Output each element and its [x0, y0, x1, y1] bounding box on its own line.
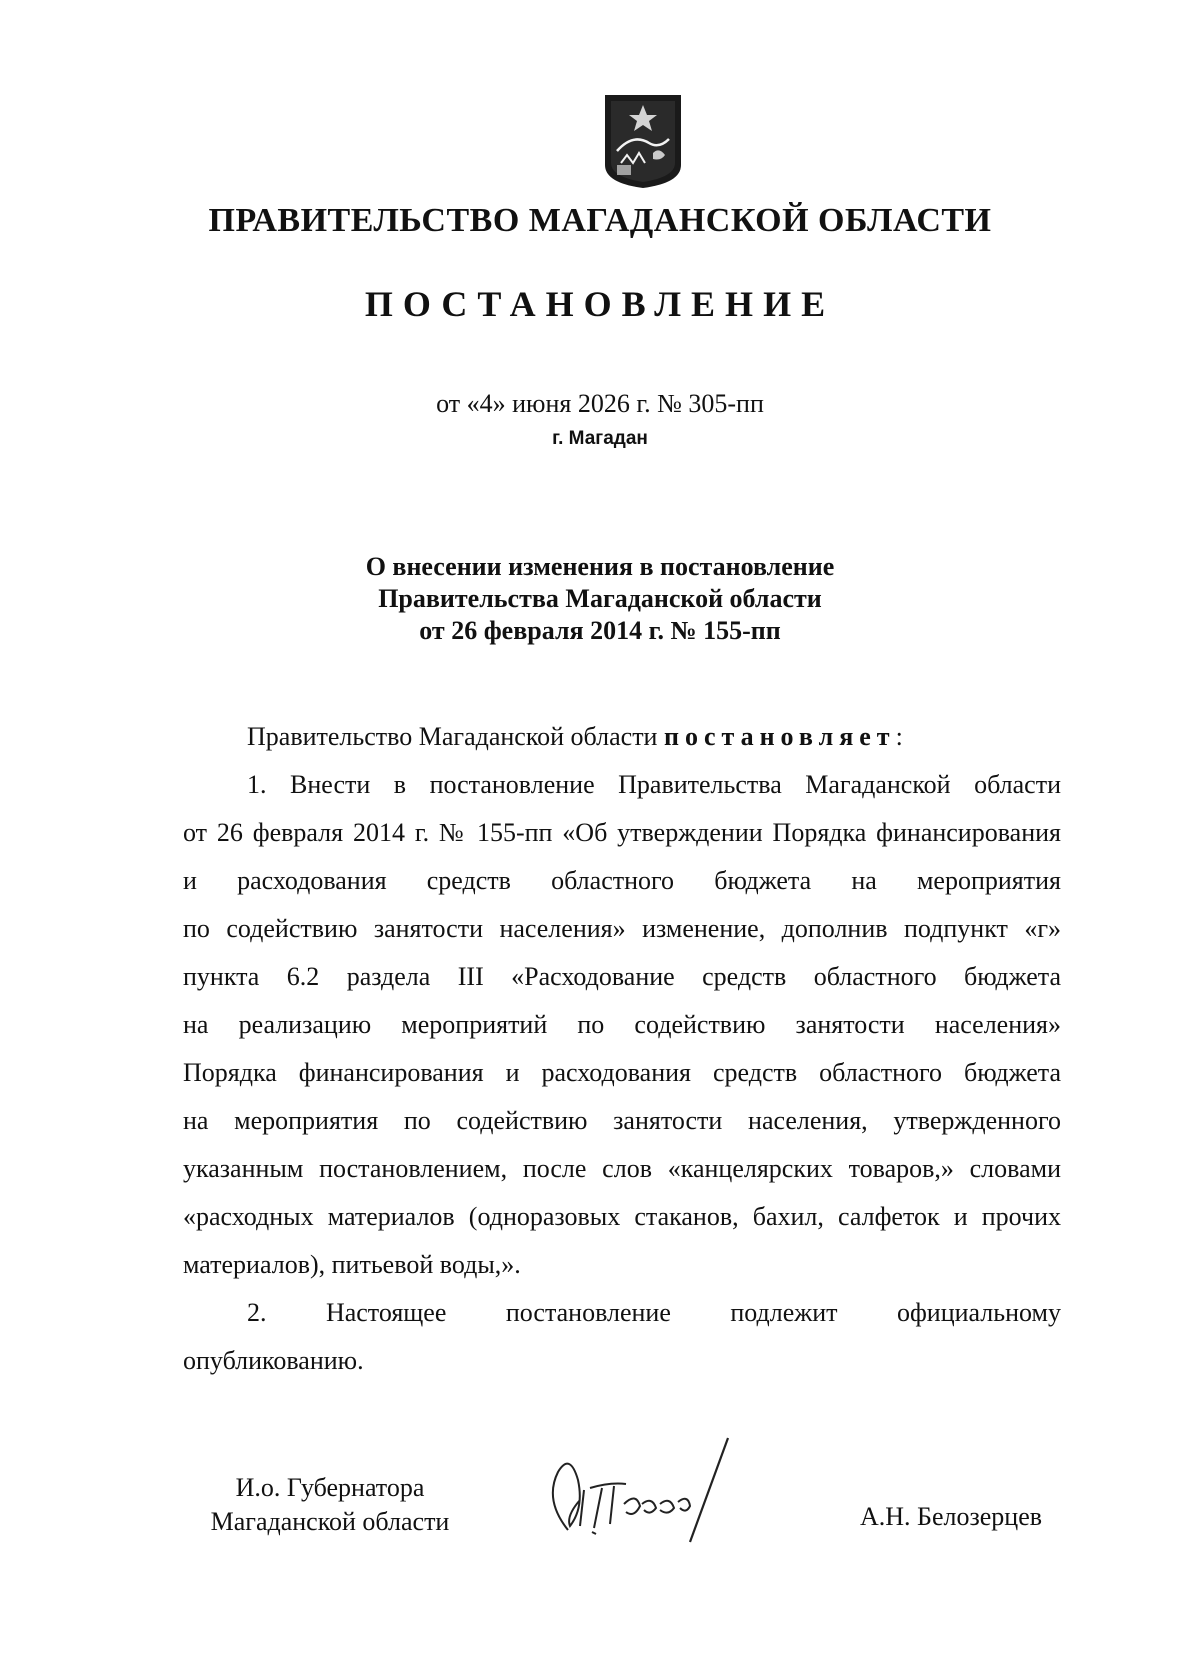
- paragraph2-line: 2. Настоящее постановление подлежит официальному: [247, 1298, 1061, 1327]
- subject-line: Правительства Магаданской области: [378, 584, 822, 613]
- paragraph1-line: Порядка финансирования и расходования средств областного бюджета: [183, 1058, 1061, 1087]
- signatory-position-line: Магаданской области: [210, 1507, 450, 1536]
- signatory-name: А.Н. Белозерцев: [860, 1502, 1043, 1531]
- handwritten-signature: [540, 1430, 770, 1550]
- paragraph1-line: 1. Внести в постановление Правительства Магаданской области: [247, 770, 1061, 799]
- signatory-position: [180, 1471, 480, 1539]
- paragraph1-line: по содействию занятости населения» изменение, дополнив подпункт «г»: [183, 914, 1061, 943]
- paragraph1-line: указанным постановлением, после слов «канцелярских товаров,» словами: [183, 1154, 1061, 1183]
- subject-line: О внесении изменения в постановление: [365, 552, 835, 581]
- paragraph1-line: материалов), питьевой воды,».: [183, 1250, 521, 1279]
- paragraph1-line: на реализацию мероприятий по содействию занятости населения»: [183, 1010, 1061, 1039]
- document-date-number: от «4» июня 2026 г. № 305-пп: [436, 389, 764, 418]
- intro-prefix: Правительство Магаданской области: [247, 722, 658, 751]
- intro-suffix: :: [895, 722, 903, 751]
- paragraph1-line: и расходования средств областного бюджета на мероприятия: [183, 866, 1061, 895]
- intro-paragraph: [247, 722, 903, 752]
- coat-of-arms-icon: [603, 93, 683, 190]
- paragraph2-line: опубликованию.: [183, 1346, 364, 1375]
- organization-title: ПРАВИТЕЛЬСТВО МАГАДАНСКОЙ ОБЛАСТИ: [208, 202, 992, 239]
- document-city: г. Магадан: [552, 428, 648, 449]
- paragraph1-line: «расходных материалов (одноразовых стаканов, бахил, салфеток и прочих: [183, 1202, 1061, 1231]
- signatory-position-line: И.о. Губернатора: [235, 1473, 425, 1502]
- paragraph1-line: на мероприятия по содействию занятости населения, утвержденного: [183, 1106, 1061, 1135]
- paragraph1-line: пункта 6.2 раздела III «Расходование средств областного бюджета: [183, 962, 1061, 991]
- document-subject: [0, 551, 1200, 647]
- intro-verb: постановляет: [663, 722, 896, 751]
- document-type: ПОСТАНОВЛЕНИЕ: [364, 284, 836, 324]
- paragraph1-line: от 26 февраля 2014 г. № 155-пп «Об утверждении Порядка финансирования: [183, 818, 1061, 847]
- subject-line: от 26 февраля 2014 г. № 155-пп: [419, 616, 781, 645]
